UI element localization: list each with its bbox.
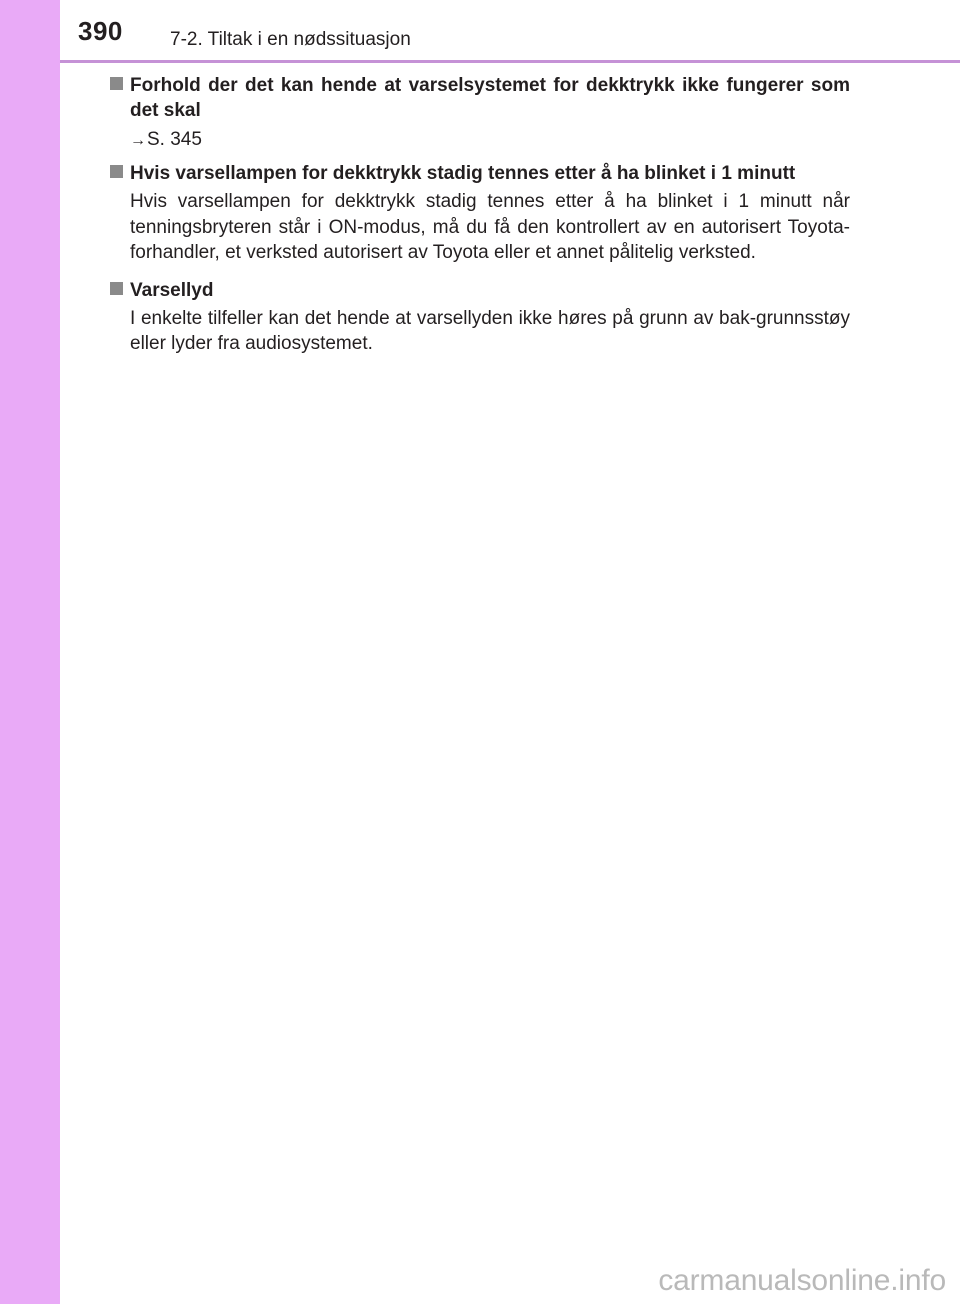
section-heading: Forhold der det kan hende at varselsystemet for dekktrykk ikke fungerer som det skal bbox=[130, 75, 850, 121]
page-reference[interactable] bbox=[130, 127, 850, 153]
section-title: 7-2. Tiltak i en nødssituasjon bbox=[170, 29, 411, 50]
watermark: carmanualsonline.info bbox=[658, 1264, 946, 1297]
header-divider bbox=[60, 60, 960, 63]
arrow-right-icon: → bbox=[130, 132, 146, 149]
section-body: Hvis varsellampen for dekktrykk stadig tennes etter å ha blinket i 1 minutt når tenningsbryteren står i ON-modus, må du få den kontrollert av en autorisert Toyota-forhandler, et verksted autorisert av Toyota eller et annet pålitelig verksted. bbox=[130, 191, 850, 263]
square-bullet-icon bbox=[110, 165, 123, 178]
section-body: I enkelte tilfeller kan det hende at varsellyden ikke høres på grunn av bak-grunnsstøy eller lyder fra audiosystemet. bbox=[130, 307, 850, 354]
section-heading: Varsellyd bbox=[130, 279, 214, 301]
square-bullet-icon bbox=[110, 282, 123, 295]
section-block bbox=[110, 161, 850, 266]
page-content bbox=[110, 73, 850, 357]
page-number: 390 bbox=[78, 16, 123, 46]
section-block bbox=[110, 278, 850, 357]
page-reference-text: S. 345 bbox=[147, 129, 202, 150]
square-bullet-icon bbox=[110, 77, 123, 90]
section-heading: Hvis varsellampen for dekktrykk stadig tennes etter å ha blinket i 1 minutt bbox=[130, 163, 796, 184]
section-block bbox=[110, 73, 850, 153]
side-color-band bbox=[0, 0, 60, 1304]
